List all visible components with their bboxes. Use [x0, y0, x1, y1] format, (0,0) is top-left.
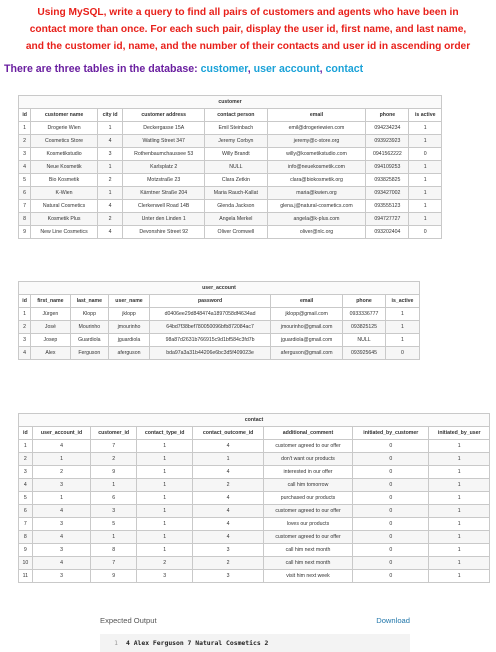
table-cell: 2: [19, 321, 31, 334]
table-cell: Bio Kosmetik: [31, 174, 98, 187]
table-cell: 0: [353, 531, 429, 544]
table-row: [19, 148, 442, 161]
table-row: [19, 557, 490, 570]
table-row: [19, 135, 442, 148]
table-cell: Emil Steinbach: [205, 122, 268, 135]
table-cell: 093925645: [343, 347, 386, 360]
table-cell: call him next month: [263, 557, 352, 570]
table-cell: 0: [353, 466, 429, 479]
table-cell: 4: [97, 226, 122, 239]
table-row: [19, 174, 442, 187]
column-header: contact_type_id: [136, 427, 193, 440]
separator: ,: [247, 63, 254, 75]
table-cell: Jeremy Corbyn: [205, 135, 268, 148]
table-cell: 1: [136, 544, 193, 557]
table-cell: 1: [32, 453, 91, 466]
table-cell: Guardiola: [70, 334, 108, 347]
table-cell: Devonshire Street 92: [123, 226, 205, 239]
table-row: [19, 321, 420, 334]
table-cell: 1: [97, 122, 122, 135]
table-cell: 0: [409, 148, 442, 161]
table-cell: 4: [97, 135, 122, 148]
column-header: password: [149, 295, 270, 308]
table-cell: 4: [193, 531, 263, 544]
table-cell: 094234234: [366, 122, 409, 135]
column-header: phone: [343, 295, 386, 308]
table-cell: aferguson@gmail.com: [271, 347, 343, 360]
table-cell: 4: [19, 479, 33, 492]
tables-intro-prefix: There are three tables in the database:: [4, 63, 201, 75]
table-cell: 4: [19, 347, 31, 360]
table-cell: Angela Merkel: [205, 213, 268, 226]
table-cell: 5: [91, 518, 137, 531]
table-cell: 0933336777: [343, 308, 386, 321]
customer-table: [18, 95, 442, 239]
table-cell: 1: [409, 187, 442, 200]
table-cell: 1: [385, 334, 419, 347]
table-cell: 1: [91, 479, 137, 492]
table-cell: 093825125: [343, 321, 386, 334]
table-cell: Clerkenwell Road 14B: [123, 200, 205, 213]
table-row: [19, 122, 442, 135]
table-cell: 3: [91, 505, 137, 518]
table-cell: 0: [353, 453, 429, 466]
table-cell: 1: [429, 466, 490, 479]
table-cell: emil@drogeriewien.com: [267, 122, 366, 135]
column-header: id: [19, 109, 31, 122]
table-cell: 3: [136, 570, 193, 583]
table-cell: 3: [193, 570, 263, 583]
table-row: [19, 347, 420, 360]
table-cell: 7: [91, 557, 137, 570]
table-cell: 0: [353, 440, 429, 453]
table-cell: 1: [429, 492, 490, 505]
table-cell: 1: [429, 544, 490, 557]
table-cell: 1: [136, 440, 193, 453]
table-cell: oliver@nlc.org: [267, 226, 366, 239]
table-cell: 1: [32, 492, 91, 505]
column-header: contact person: [205, 109, 268, 122]
table-cell: interested in our offer: [263, 466, 352, 479]
table-cell: Deckergasse 15A: [123, 122, 205, 135]
table-cell: Mourinho: [70, 321, 108, 334]
table-cell: 3: [32, 570, 91, 583]
expected-output-panel: [100, 616, 410, 652]
table-cell: 11: [19, 570, 33, 583]
table-row: [19, 334, 420, 347]
table-cell: 2: [97, 213, 122, 226]
table-cell: 093202404: [366, 226, 409, 239]
table-cell: 0: [353, 492, 429, 505]
column-header: user_name: [109, 295, 150, 308]
table-cell: 2: [193, 557, 263, 570]
table-cell: 2: [19, 135, 31, 148]
table-cell: 2: [32, 466, 91, 479]
column-header: email: [267, 109, 366, 122]
table-cell: jmourinho@gmail.com: [271, 321, 343, 334]
table-cell: Klopp: [70, 308, 108, 321]
table-cell: 093427002: [366, 187, 409, 200]
table-cell: 4: [193, 518, 263, 531]
table-cell: 093825825: [366, 174, 409, 187]
table-cell: info@neuekosmetik.com: [267, 161, 366, 174]
table-cell: 2: [19, 453, 33, 466]
table-cell: 3: [32, 518, 91, 531]
column-header: initiated_by_user: [429, 427, 490, 440]
table-cell: 1: [97, 161, 122, 174]
table-cell: don't want our products: [263, 453, 352, 466]
table-cell: 093555123: [366, 200, 409, 213]
table-cell: 3: [19, 334, 31, 347]
table-cell: 1: [429, 518, 490, 531]
table-cell: Watling Street 347: [123, 135, 205, 148]
question-line: and the customer id, name, and the number of their contacts and user id in ascending order: [25, 41, 471, 52]
table-row: [19, 479, 490, 492]
table-cell: Alex: [31, 347, 70, 360]
table-cell: 3: [32, 544, 91, 557]
table-row: [19, 440, 490, 453]
table-cell: Natural Cosmetics: [31, 200, 98, 213]
table-row: [19, 466, 490, 479]
column-header: phone: [366, 109, 409, 122]
table-cell: Clara Zetkin: [205, 174, 268, 187]
table-cell: NULL: [205, 161, 268, 174]
table-cell: 1: [97, 187, 122, 200]
table-row: [19, 453, 490, 466]
table-cell: 8: [19, 213, 31, 226]
table-cell: 2: [91, 453, 137, 466]
column-header: city id: [97, 109, 122, 122]
table-cell: 4: [193, 492, 263, 505]
table-cell: 3: [32, 479, 91, 492]
table-row: [19, 570, 490, 583]
table-cell: 4: [97, 200, 122, 213]
table-cell: 6: [91, 492, 137, 505]
table-cell: Kosmetik Plus: [31, 213, 98, 226]
table-row: [19, 226, 442, 239]
table-cell: call him tomorrow: [263, 479, 352, 492]
table-cell: 1: [429, 557, 490, 570]
table-cell: loves our products: [263, 518, 352, 531]
table-cell: jeremy@c-store.org: [267, 135, 366, 148]
table-cell: 1: [136, 531, 193, 544]
question-text: [0, 4, 496, 55]
table-cell: visit him next week: [263, 570, 352, 583]
table-cell: Drogerie Wien: [31, 122, 98, 135]
table-cell: 1: [136, 466, 193, 479]
table-cell: Karlsplatz 2: [123, 161, 205, 174]
table-cell: maria@kwien.org: [267, 187, 366, 200]
table-cell: customer agreed to our offer: [263, 440, 352, 453]
table-cell: bda97a3a31b44206e6bc3d5f409023e: [149, 347, 270, 360]
table-cell: 0941562222: [366, 148, 409, 161]
table-cell: 0: [353, 479, 429, 492]
user-account-table: [18, 281, 420, 360]
table-caption: user_account: [19, 282, 420, 295]
table-cell: 64bd7f38bef780050096bfb872084ac7: [149, 321, 270, 334]
table-cell: 1: [19, 122, 31, 135]
table-cell: 3: [19, 466, 33, 479]
table-cell: K-Wien: [31, 187, 98, 200]
table-cell: 4: [193, 505, 263, 518]
download-link[interactable]: Download: [376, 616, 410, 625]
table-cell: 1: [136, 479, 193, 492]
column-header: is active: [409, 109, 442, 122]
table-cell: 1: [429, 453, 490, 466]
table-cell: 1: [409, 122, 442, 135]
table-cell: Unter den Linden 1: [123, 213, 205, 226]
line-number: 1: [114, 639, 118, 647]
table-cell: call him next month: [263, 544, 352, 557]
table-cell: jguardiola: [109, 334, 150, 347]
table-name-customer: customer: [200, 63, 248, 75]
table-cell: Neue Kosmetik: [31, 161, 98, 174]
table-cell: Rothenbaumchaussee 53: [123, 148, 205, 161]
table-cell: 9: [19, 226, 31, 239]
table-cell: 7: [19, 200, 31, 213]
column-header: customer address: [123, 109, 205, 122]
table-cell: New Line Cosmetics: [31, 226, 98, 239]
table-cell: 1: [409, 135, 442, 148]
table-cell: Cosmetics Store: [31, 135, 98, 148]
table-cell: 0: [353, 557, 429, 570]
table-cell: 1: [136, 505, 193, 518]
table-cell: 3: [97, 148, 122, 161]
table-cell: 1: [91, 531, 137, 544]
table-cell: 2: [136, 557, 193, 570]
table-cell: 6: [19, 187, 31, 200]
table-cell: 4: [32, 557, 91, 570]
table-cell: clara@biokosmetik.org: [267, 174, 366, 187]
table-cell: Glenda Jackson: [205, 200, 268, 213]
table-cell: 1: [429, 479, 490, 492]
column-header: id: [19, 295, 31, 308]
table-cell: 094727727: [366, 213, 409, 226]
table-cell: jklopp@gmail.com: [271, 308, 343, 321]
table-cell: José: [31, 321, 70, 334]
table-cell: willy@kosmetikstudio.com: [267, 148, 366, 161]
table-cell: 1: [429, 505, 490, 518]
table-row: [19, 492, 490, 505]
column-header: last_name: [70, 295, 108, 308]
table-cell: Ferguson: [70, 347, 108, 360]
table-cell: angela@k-plus.com: [267, 213, 366, 226]
column-header: id: [19, 427, 33, 440]
table-caption: contact: [19, 414, 490, 427]
column-header: contact_outcome_id: [193, 427, 263, 440]
table-cell: Maria Rauch-Kallat: [205, 187, 268, 200]
contact-table: [18, 413, 490, 583]
table-cell: Kärntner Straße 204: [123, 187, 205, 200]
table-cell: customer agreed to our offer: [263, 531, 352, 544]
tables-intro: [4, 63, 363, 75]
table-cell: 1: [429, 440, 490, 453]
table-cell: 4: [19, 161, 31, 174]
table-row: [19, 518, 490, 531]
table-row: [19, 161, 442, 174]
table-cell: Jürgen: [31, 308, 70, 321]
table-cell: Josep: [31, 334, 70, 347]
question-line: contact more than once. For each such pair, display the user id, first name, and last name,: [29, 24, 467, 35]
table-row: [19, 187, 442, 200]
table-cell: 2: [193, 479, 263, 492]
expected-output-title: Expected Output: [100, 616, 157, 625]
table-cell: 1: [409, 213, 442, 226]
table-cell: 1: [409, 174, 442, 187]
table-cell: 7: [19, 518, 33, 531]
column-header: customer_id: [91, 427, 137, 440]
table-cell: 0: [353, 505, 429, 518]
column-header: additional_comment: [263, 427, 352, 440]
table-cell: 4: [193, 440, 263, 453]
table-cell: 1: [385, 308, 419, 321]
table-cell: NULL: [343, 334, 386, 347]
table-cell: 4: [32, 531, 91, 544]
table-cell: 10: [19, 557, 33, 570]
table-cell: 1: [429, 531, 490, 544]
table-cell: 093923923: [366, 135, 409, 148]
table-cell: 1: [136, 453, 193, 466]
table-cell: jklopp: [109, 308, 150, 321]
table-cell: glena.j@natural-cosmetics.com: [267, 200, 366, 213]
table-cell: 8: [91, 544, 137, 557]
table-cell: purchased our products: [263, 492, 352, 505]
table-cell: 7: [91, 440, 137, 453]
table-cell: 2: [97, 174, 122, 187]
table-cell: 0: [353, 518, 429, 531]
table-row: [19, 544, 490, 557]
table-cell: 9: [19, 544, 33, 557]
table-cell: 0: [385, 347, 419, 360]
table-cell: 1: [409, 161, 442, 174]
table-cell: 1: [19, 308, 31, 321]
table-row: [19, 505, 490, 518]
table-cell: Motzstraße 23: [123, 174, 205, 187]
output-line: 4 Alex Ferguson 7 Natural Cosmetics 2: [126, 639, 269, 647]
column-header: first_name: [31, 295, 70, 308]
table-cell: 4: [32, 505, 91, 518]
table-cell: 4: [193, 466, 263, 479]
table-cell: 1: [136, 492, 193, 505]
table-cell: 9: [91, 466, 137, 479]
table-row: [19, 308, 420, 321]
table-cell: jguardiola@gmail.com: [271, 334, 343, 347]
table-cell: 0: [409, 226, 442, 239]
table-cell: 8: [19, 531, 33, 544]
table-cell: 0: [353, 544, 429, 557]
table-row: [19, 200, 442, 213]
table-cell: customer agreed to our offer: [263, 505, 352, 518]
table-cell: 1: [429, 570, 490, 583]
column-header: initiated_by_customer: [353, 427, 429, 440]
output-code-box: [100, 634, 410, 652]
table-cell: Willy Brandt: [205, 148, 268, 161]
table-cell: 1: [193, 453, 263, 466]
table-caption: customer: [19, 96, 442, 109]
table-cell: 9: [91, 570, 137, 583]
table-cell: 1: [19, 440, 33, 453]
table-cell: jmourinho: [109, 321, 150, 334]
table-cell: 1: [385, 321, 419, 334]
table-cell: 094109253: [366, 161, 409, 174]
table-cell: 5: [19, 174, 31, 187]
separator: ,: [319, 63, 326, 75]
table-cell: 6: [19, 505, 33, 518]
table-cell: 1: [409, 200, 442, 213]
table-cell: 1: [136, 518, 193, 531]
table-cell: 0: [353, 570, 429, 583]
table-name-contact: contact: [325, 63, 364, 75]
column-header: user_account_id: [32, 427, 91, 440]
table-cell: d0406ee29d848474a1897058df4634ad: [149, 308, 270, 321]
column-header: customer name: [31, 109, 98, 122]
table-row: [19, 213, 442, 226]
column-header: is_active: [385, 295, 419, 308]
table-cell: aferguson: [109, 347, 150, 360]
table-name-user-account: user account: [253, 63, 320, 75]
table-row: [19, 531, 490, 544]
table-cell: 4: [32, 440, 91, 453]
question-line: Using MySQL, write a query to find all pairs of customers and agents who have been in: [37, 7, 459, 18]
table-cell: 5: [19, 492, 33, 505]
table-cell: 3: [19, 148, 31, 161]
table-cell: Kosmetikstudio: [31, 148, 98, 161]
table-cell: 98a87d2631b766915c9d1bf584c3fd7b: [149, 334, 270, 347]
table-cell: Oliver Cromwell: [205, 226, 268, 239]
table-cell: 3: [193, 544, 263, 557]
column-header: email: [271, 295, 343, 308]
